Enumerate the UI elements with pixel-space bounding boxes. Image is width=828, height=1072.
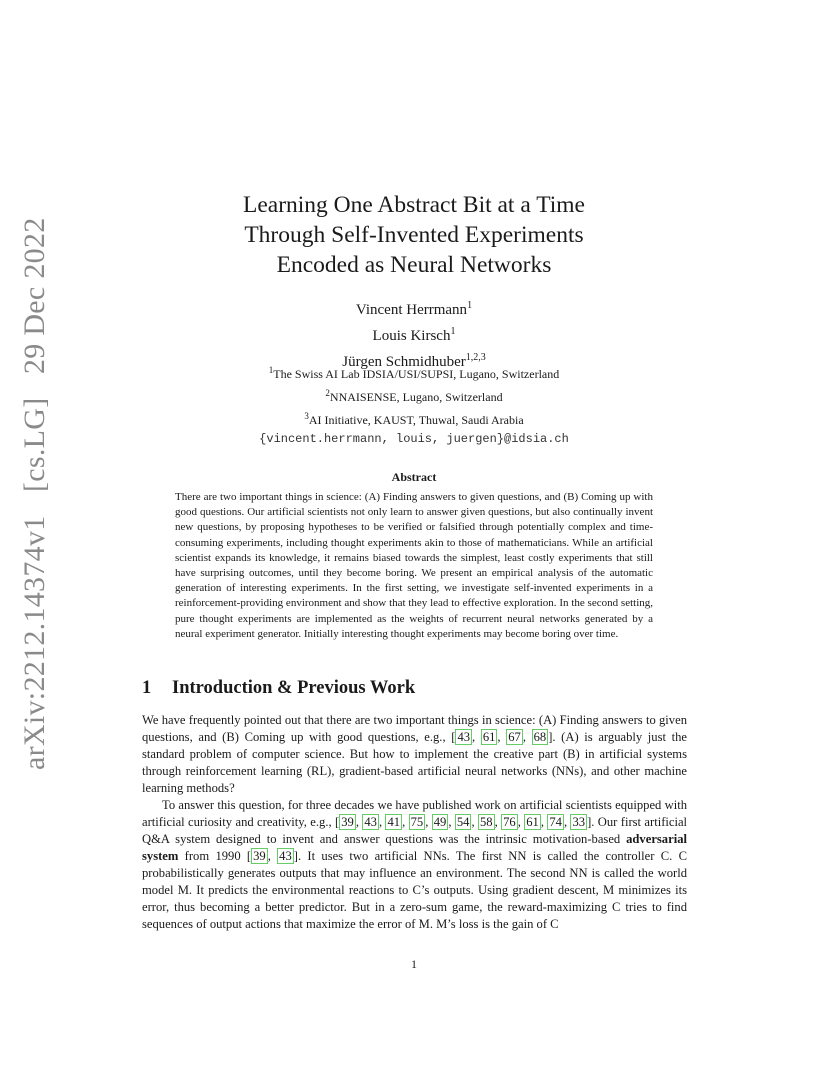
citation-link[interactable]: 61 [482, 730, 496, 744]
section-title: Introduction & Previous Work [172, 678, 416, 698]
citation-link[interactable]: 43 [364, 815, 377, 829]
citation-link[interactable]: 43 [279, 849, 292, 863]
citation-link[interactable]: 39 [341, 815, 354, 829]
section-number: 1 [142, 678, 152, 698]
citation-link[interactable]: 75 [410, 815, 424, 829]
affiliation-list [140, 361, 688, 449]
body-text [142, 712, 687, 933]
arxiv-sidebar-stamp [18, 217, 52, 770]
affiliation: $^3$AI Initiative, KAUST, Thuwal, Saudi Arabia [304, 411, 524, 427]
citation-link[interactable]: 67 [508, 730, 521, 744]
section-heading [142, 678, 690, 699]
citation-link[interactable]: 49 [433, 815, 447, 829]
page-number: 1 [411, 957, 417, 971]
citation-link[interactable]: 74 [549, 815, 562, 829]
arxiv-category: [cs.LG] [18, 397, 51, 493]
citation-link[interactable]: 33 [572, 815, 586, 829]
author-email[interactable]: {vincent.herrmann, louis, juergen}@idsia.ch [259, 432, 569, 446]
affiliation: $^2$NNAISENSE, Lugano, Switzerland [325, 388, 503, 404]
citation-link[interactable]: 68 [533, 730, 547, 744]
paragraph: We have frequently pointed out that there are two important things in science: (A) Finding answers to given questions, and (B) Coming up with good questions, e.g., [ 43 , 61 , 67 , 68 ]. (A) is arguably just the standard problem of computer science. But how to implement the creative part (B) in artificial systems through reinforcement learning (RL), gradient-based artificial neural networks (NNs), and other machine learning methods? [142, 713, 688, 795]
title-line-2: Through Self-Invented Experiments [244, 222, 584, 248]
citation-link[interactable]: 61 [526, 815, 539, 829]
author: Louis Kirsch$^1$ [372, 326, 456, 344]
arxiv-date: 29 Dec 2022 [18, 217, 51, 375]
abstract-text: There are two important things in science: (A) Finding answers to given questions, and (B) Coming up with good questions. Our artificial scientists not only learn to answer given questions, but also continually invent new questions, by proposing hypotheses to be verified or falsified through potentially complex and time-consuming experiments, including thought experiments akin to those of mathematicians. While an artificial scientist expands its knowledge, it remains biased towards the simplest, least costly experiments that still have surprising outcomes, until they become boring. We present an empirical analysis of the automatic generation of interesting experiments. In the first setting, we investigate self-invented experiments in a reinforcement-providing environment and show that they lead to effective exploration. In the second setting, pure thought experiments are implemented as the weights of recurrent neural networks generated by a neural experiment generator. Initially interesting thought experiments may become boring over time. [175, 491, 653, 640]
paper-title [140, 190, 688, 280]
affiliation: $^1$The Swiss AI Lab IDSIA/USI/SUPSI, Lugano, Switzerland [268, 365, 560, 381]
citation-link[interactable]: 54 [456, 815, 470, 829]
author: Vincent Herrmann$^1$ [355, 300, 473, 318]
bold-term: adversarial system [142, 832, 687, 863]
citation-link[interactable]: 39 [253, 849, 266, 863]
citation-link[interactable]: 43 [457, 730, 471, 744]
author: Jürgen Schmidhuber$^{1,2,3}$ [342, 352, 486, 370]
abstract-heading: Abstract [391, 470, 437, 484]
citation-link[interactable]: 41 [387, 815, 401, 829]
title-line-1: Learning One Abstract Bit at a Time [242, 192, 585, 218]
citation-link[interactable]: 76 [503, 815, 516, 829]
paragraph: To answer this question, for three decades we have published work on artificial scientists equipped with artificial curiosity and creativity, e.g., [ 39 , 43 , 41 , 75 , 49 , 54 , 58 , 76 , 61 , 74 , 33 ]. Our first artificial Q&A system designed to invent and answer questions was the intrinsic motivation-based adversarial system from 1990 [ 39 , 43 ]. It uses two artificial NNs. The first NN is called the controller C. C probabilistically generates outputs that may influence an environment. The second NN is called the world model M. It predicts the environmental reactions to C’s outputs. Using gradient descent, M minimizes its error, thus becoming a better predictor. But in a zero-sum game, the reward-maximizing C tries to find sequences of output actions that maximize the error of M. M’s loss is the gain of C [142, 798, 688, 931]
arxiv-id: arXiv:2212.14374v1 [18, 515, 51, 770]
citation-link[interactable]: 58 [479, 815, 493, 829]
title-line-3: Encoded as Neural Networks [276, 252, 552, 278]
